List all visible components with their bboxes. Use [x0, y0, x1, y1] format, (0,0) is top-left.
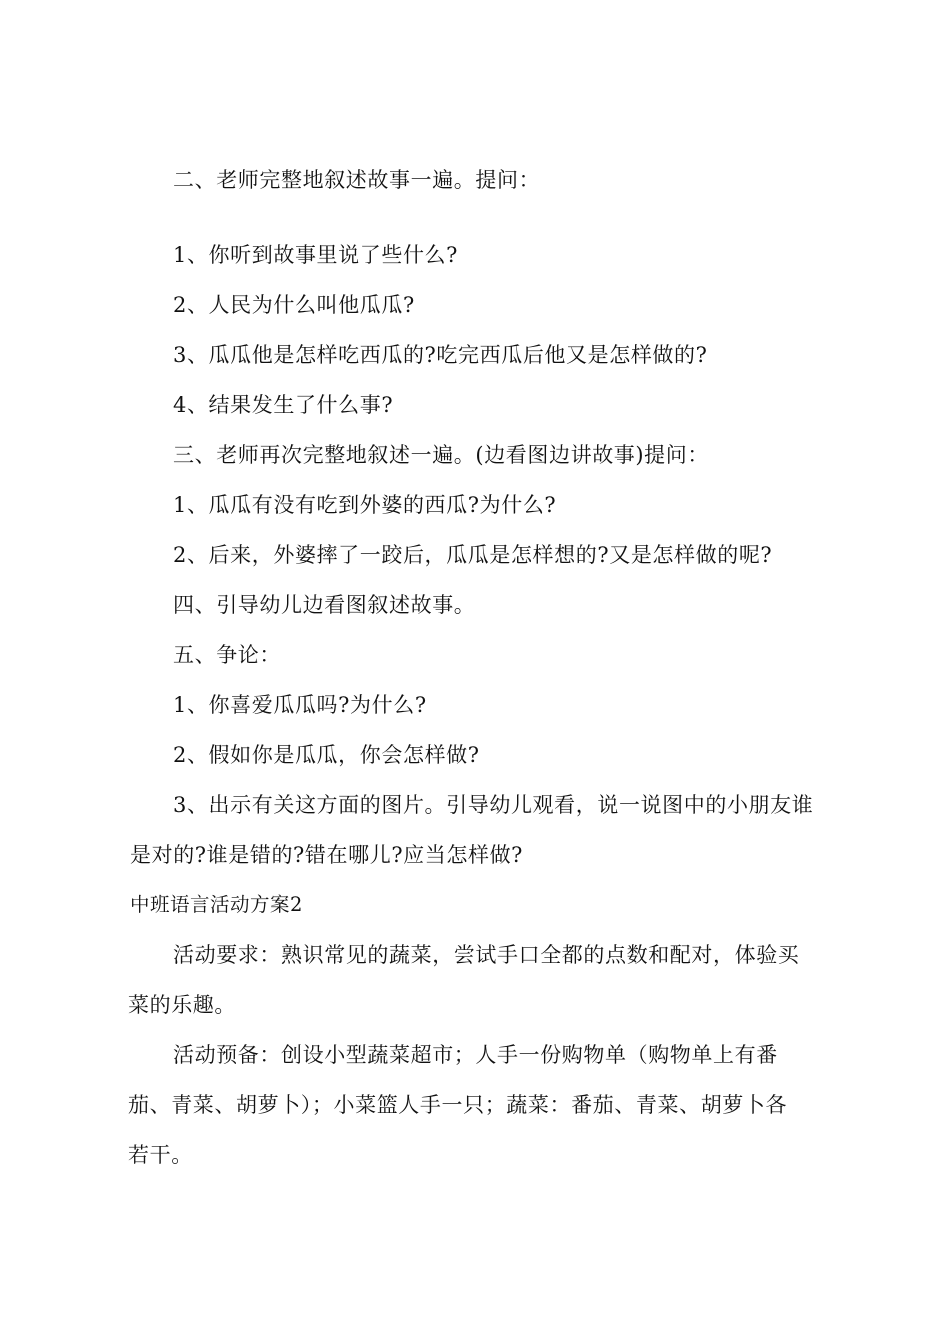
section-two-heading: 二、老师完整地叙述故事一遍。提问： [173, 168, 541, 192]
question-line: 3、瓜瓜他是怎样吃西瓜的?吃完西瓜后他又是怎样做的? [173, 343, 708, 367]
question-line: 3、出示有关这方面的图片。引导幼儿观看，说一说图中的小朋友谁 [173, 793, 814, 817]
section-five-heading: 五、争论： [173, 643, 281, 667]
section-four-heading: 四、引导幼儿边看图叙述故事。 [173, 593, 476, 617]
activity-requirements: 活动要求：熟识常见的蔬菜，尝试手口全都的点数和配对，体验买 [173, 943, 800, 967]
question-line: 2、假如你是瓜瓜，你会怎样做? [173, 743, 480, 767]
question-line: 2、人民为什么叫他瓜瓜? [173, 293, 415, 317]
question-line: 2、后来，外婆摔了一跤后，瓜瓜是怎样想的?又是怎样做的呢? [173, 543, 773, 567]
question-line: 1、瓜瓜有没有吃到外婆的西瓜?为什么? [173, 493, 557, 517]
question-line-continued: 是对的?谁是错的?错在哪儿?应当怎样做? [130, 843, 524, 867]
section-three-heading: 三、老师再次完整地叙述一遍。(边看图边讲故事)提问： [173, 443, 709, 467]
activity-preparation: 活动预备：创设小型蔬菜超市；人手一份购物单（购物单上有番 [173, 1043, 778, 1067]
activity-preparation-end: 若干。 [128, 1143, 193, 1167]
question-line: 4、结果发生了什么事? [173, 393, 394, 417]
activity-preparation-continued: 茄、青菜、胡萝卜）；小菜篮人手一只；蔬菜：番茄、青菜、胡萝卜各 [128, 1093, 788, 1117]
activity-requirements-continued: 菜的乐趣。 [128, 993, 236, 1017]
question-line: 1、你听到故事里说了些什么? [173, 243, 459, 267]
plan-2-title: 中班语言活动方案2 [130, 893, 303, 916]
question-line: 1、你喜爱瓜瓜吗?为什么? [173, 693, 427, 717]
